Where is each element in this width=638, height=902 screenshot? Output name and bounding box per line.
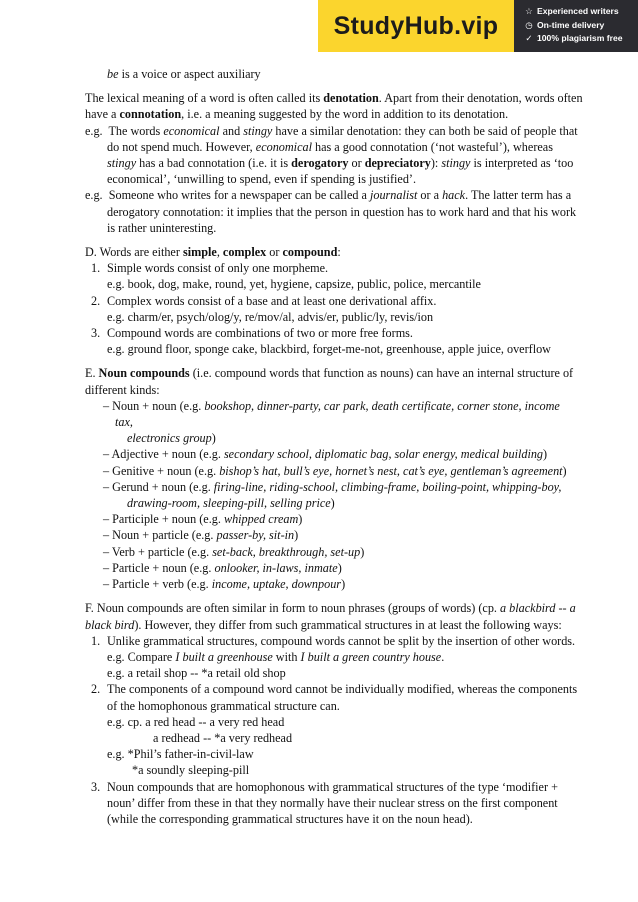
list-item: – Noun + particle (e.g. passer-by, sit-in) [103, 528, 299, 543]
list-item: – Gerund + noun (e.g. firing-line, riding-school, climbing-frame, boiling-point, whipping-boy, [103, 479, 562, 494]
feature-item: ☆ Experienced writers [524, 5, 623, 19]
promo-banner[interactable] [318, 0, 638, 52]
list-item: 3. Compound words are combinations of two or more free forms. e.g. ground floor, sponge cake, blackbird, forget-me-not, greenhouse, apple juice, overflow [91, 326, 551, 357]
list-item: 1. Unlike grammatical structures, compound words cannot be split by the insertion of other words. e.g. Compare I built a greenhouse with I built a green country house. e.g. a retail shop -- *a retail old shop [91, 633, 576, 681]
list-item: 2. Complex words consist of a base and at least one derivational affix. e.g. charm/er, psych/olog/y, re/mov/al, advis/er, public/ly, revis/ion [91, 293, 437, 324]
list-item: – Particle + noun (e.g. onlooker, in-laws, inmate) [103, 560, 342, 575]
list-item: – Participle + noun (e.g. whipped cream) [103, 512, 303, 527]
feature-item: ◷ On-time delivery [524, 19, 623, 33]
list-item: – Noun + noun (e.g. bookshop, dinner-party, car park, death certificate, corner stone, income tax, [103, 398, 560, 430]
list-item: – Genitive + noun (e.g. bishop’s hat, bull’s eye, hornet’s nest, cat’s eye, gentleman’s agreement) [103, 463, 567, 478]
auxiliary-line: be is a voice or aspect auxiliary [107, 67, 261, 81]
studyhub-logo[interactable]: StudyHub.vip [318, 0, 514, 52]
clock-icon: ◷ [525, 19, 533, 30]
section-d-heading: D. Words are either simple, complex or compound: [85, 245, 341, 260]
feature-item: ✓ 100% plagiarism free [524, 32, 623, 46]
section-f-heading: F. Noun compounds are often similar in form to noun phrases (groups of words) (cp. a blackbird -- a black bird). However, they differ from such grammatical structures in at least the following ways: [85, 601, 576, 632]
list-item: 2. The components of a compound word cannot be individually modified, whereas the components of the homophonous grammatical structure can. e.g. cp. a red head -- a very red head a redhead -- *a very redhead e.g. *Phil’s father-in-civil-law *a soundly sleeping-pill [91, 682, 578, 778]
star-icon: ☆ [525, 6, 533, 16]
example-journalist: e.g. Someone who writes for a newspaper can be called a journalist or a hack. The latter term has a derogatory connotation: it implies that the person in question has to work hard and that his work is rather uninteresting. [85, 188, 577, 235]
list-item: 3. Noun compounds that are homophonous with grammatical structures of the type ‘modifier + noun’ differ from these in that they normally have their nuclear stress on the first component (while the corresponding grammatical structures have it on the noun head). [91, 779, 558, 826]
list-item: 1. Simple words consist of only one morpheme. e.g. book, dog, make, round, yet, hygiene, capsize, public, police, mercantile [91, 261, 481, 292]
example-economical: e.g. The words economical and stingy have a similar denotation: they can both be said of people that do not spend much. However, economical has a good connotation (‘not wasteful’), whereas stingy has a bad connotation (i.e. it is derogatory or depreciatory): stingy is interpreted as ‘too economical’, ‘unwilling to spend, even if spending is justified’. [85, 123, 578, 187]
feature-list [524, 5, 623, 46]
denotation-paragraph: The lexical meaning of a word is often called its denotation. Apart from their denotation, words often have a connotation, i.e. a meaning suggested by the word in addition to its denotation. [85, 91, 583, 122]
list-item-continuation: electronics group) [127, 431, 216, 446]
section-e-heading: E. Noun compounds (i.e. compound words that function as nouns) can have an internal structure of different kinds: [85, 366, 574, 397]
check-document-icon: ✓ [525, 33, 533, 43]
list-item: – Adjective + noun (e.g. secondary school, diplomatic bag, solar energy, medical building) [103, 447, 548, 462]
list-item: – Particle + verb (e.g. income, uptake, downpour) [103, 577, 346, 592]
list-item-continuation: drawing-room, sleeping-pill, selling price) [127, 496, 335, 511]
list-item: – Verb + particle (e.g. set-back, breakthrough, set-up) [103, 544, 365, 559]
document-body [85, 66, 585, 827]
